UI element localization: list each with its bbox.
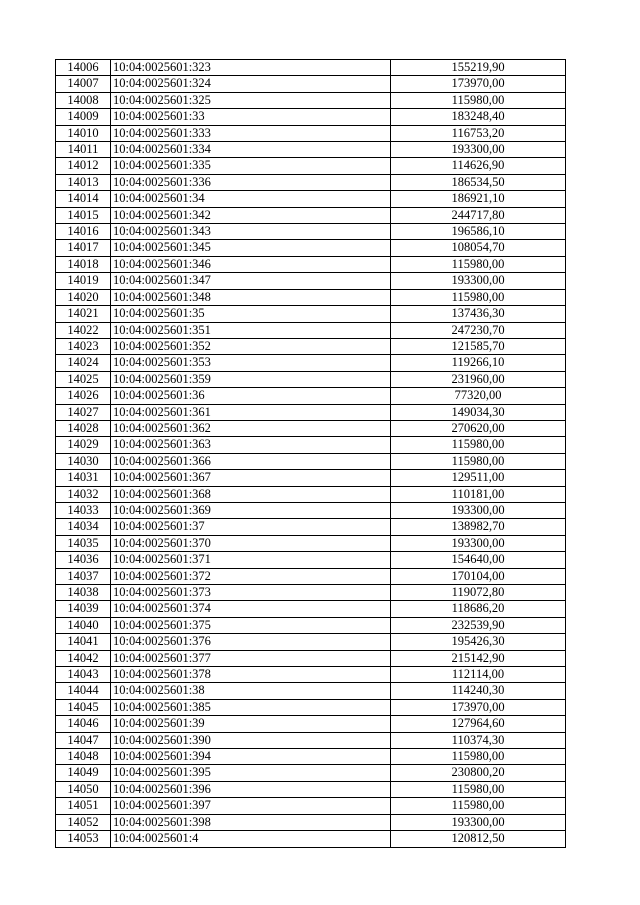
table-row [56,388,566,404]
table-row [56,749,566,765]
cadastral-value-cell: 137436,30 [391,306,566,322]
cadastral-value-cell: 149034,30 [391,404,566,420]
row-number-cell: 14017 [56,240,111,256]
cadastral-number-cell: 10:04:0025601:345 [111,240,391,256]
table-row [56,699,566,715]
row-number-cell: 14030 [56,453,111,469]
cadastral-value-cell: 115980,00 [391,289,566,305]
row-number-cell: 14016 [56,224,111,240]
row-number-cell: 14031 [56,470,111,486]
row-number-cell: 14029 [56,437,111,453]
row-number-cell: 14008 [56,92,111,108]
row-number-cell: 14010 [56,125,111,141]
cadastral-number-cell: 10:04:0025601:375 [111,617,391,633]
cadastral-number-cell: 10:04:0025601:370 [111,535,391,551]
row-number-cell: 14025 [56,371,111,387]
cadastral-value-cell: 230800,20 [391,765,566,781]
cadastral-value-cell: 116753,20 [391,125,566,141]
table-row [56,716,566,732]
cadastral-number-cell: 10:04:0025601:372 [111,568,391,584]
cadastral-value-cell: 155219,90 [391,60,566,76]
cadastral-value-cell: 115980,00 [391,437,566,453]
row-number-cell: 14015 [56,207,111,223]
table-row [56,191,566,207]
cadastral-number-cell: 10:04:0025601:373 [111,585,391,601]
cadastral-value-cell: 115980,00 [391,92,566,108]
cadastral-number-cell: 10:04:0025601:366 [111,453,391,469]
cadastral-number-cell: 10:04:0025601:371 [111,552,391,568]
table-row [56,732,566,748]
cadastral-number-cell: 10:04:0025601:390 [111,732,391,748]
cadastral-value-cell: 244717,80 [391,207,566,223]
cadastral-value-cell: 118686,20 [391,601,566,617]
cadastral-number-cell: 10:04:0025601:336 [111,174,391,190]
row-number-cell: 14028 [56,420,111,436]
table-row [56,240,566,256]
table-row [56,617,566,633]
row-number-cell: 14024 [56,355,111,371]
cadastral-number-cell: 10:04:0025601:343 [111,224,391,240]
table-row [56,125,566,141]
table-row [56,683,566,699]
row-number-cell: 14020 [56,289,111,305]
cadastral-number-cell: 10:04:0025601:374 [111,601,391,617]
row-number-cell: 14053 [56,831,111,847]
table-row [56,92,566,108]
cadastral-number-cell: 10:04:0025601:361 [111,404,391,420]
cadastral-value-cell: 186921,10 [391,191,566,207]
cadastral-number-cell: 10:04:0025601:33 [111,109,391,125]
cadastral-value-cell: 231960,00 [391,371,566,387]
cadastral-value-cell: 232539,90 [391,617,566,633]
cadastral-number-cell: 10:04:0025601:342 [111,207,391,223]
table-row [56,109,566,125]
table-row [56,60,566,76]
cadastral-value-cell: 121585,70 [391,338,566,354]
row-number-cell: 14022 [56,322,111,338]
cadastral-number-cell: 10:04:0025601:38 [111,683,391,699]
row-number-cell: 14046 [56,716,111,732]
row-number-cell: 14052 [56,814,111,830]
cadastral-number-cell: 10:04:0025601:353 [111,355,391,371]
row-number-cell: 14027 [56,404,111,420]
table-row [56,814,566,830]
table-row [56,486,566,502]
row-number-cell: 14042 [56,650,111,666]
table-row [56,470,566,486]
cadastral-number-cell: 10:04:0025601:334 [111,142,391,158]
cadastral-number-cell: 10:04:0025601:351 [111,322,391,338]
cadastral-value-cell: 138982,70 [391,519,566,535]
cadastral-number-cell: 10:04:0025601:397 [111,798,391,814]
table-row [56,273,566,289]
row-number-cell: 14006 [56,60,111,76]
cadastral-number-cell: 10:04:0025601:323 [111,60,391,76]
cadastral-number-cell: 10:04:0025601:35 [111,306,391,322]
table-row [56,437,566,453]
table-row [56,158,566,174]
row-number-cell: 14035 [56,535,111,551]
row-number-cell: 14045 [56,699,111,715]
row-number-cell: 14014 [56,191,111,207]
row-number-cell: 14051 [56,798,111,814]
table-row [56,371,566,387]
table-row [56,585,566,601]
row-number-cell: 14009 [56,109,111,125]
cadastral-number-cell: 10:04:0025601:359 [111,371,391,387]
cadastral-value-cell: 193300,00 [391,535,566,551]
row-number-cell: 14039 [56,601,111,617]
cadastral-number-cell: 10:04:0025601:376 [111,634,391,650]
cadastral-value-cell: 112114,00 [391,667,566,683]
table-row [56,322,566,338]
table-row [56,831,566,847]
cadastral-value-cell: 193300,00 [391,814,566,830]
table-row [56,224,566,240]
cadastral-value-cell: 115980,00 [391,256,566,272]
cadastral-number-cell: 10:04:0025601:368 [111,486,391,502]
cadastral-number-cell: 10:04:0025601:362 [111,420,391,436]
cadastral-value-cell: 215142,90 [391,650,566,666]
row-number-cell: 14019 [56,273,111,289]
row-number-cell: 14012 [56,158,111,174]
cadastral-number-cell: 10:04:0025601:398 [111,814,391,830]
row-number-cell: 14040 [56,617,111,633]
cadastral-value-cell: 154640,00 [391,552,566,568]
cadastral-number-cell: 10:04:0025601:39 [111,716,391,732]
table-row [56,420,566,436]
cadastral-number-cell: 10:04:0025601:378 [111,667,391,683]
cadastral-value-cell: 77320,00 [391,388,566,404]
row-number-cell: 14049 [56,765,111,781]
row-number-cell: 14033 [56,502,111,518]
table-row [56,256,566,272]
row-number-cell: 14044 [56,683,111,699]
cadastral-number-cell: 10:04:0025601:346 [111,256,391,272]
cadastral-number-cell: 10:04:0025601:37 [111,519,391,535]
cadastral-value-cell: 127964,60 [391,716,566,732]
cadastral-value-cell: 173970,00 [391,76,566,92]
table-row [56,404,566,420]
cadastral-number-cell: 10:04:0025601:363 [111,437,391,453]
table-row [56,601,566,617]
table-row [56,453,566,469]
table-row [56,519,566,535]
cadastral-value-cell: 193300,00 [391,142,566,158]
cadastral-number-cell: 10:04:0025601:367 [111,470,391,486]
row-number-cell: 14021 [56,306,111,322]
cadastral-value-cell: 196586,10 [391,224,566,240]
table-row [56,552,566,568]
table-row [56,76,566,92]
cadastral-value-cell: 170104,00 [391,568,566,584]
cadastral-number-cell: 10:04:0025601:4 [111,831,391,847]
cadastral-number-cell: 10:04:0025601:324 [111,76,391,92]
cadastral-value-cell: 119072,80 [391,585,566,601]
cadastral-value-cell: 247230,70 [391,322,566,338]
cadastral-value-cell: 186534,50 [391,174,566,190]
cadastral-value-cell: 193300,00 [391,273,566,289]
cadastral-number-cell: 10:04:0025601:395 [111,765,391,781]
table-row [56,535,566,551]
row-number-cell: 14032 [56,486,111,502]
cadastral-value-cell: 193300,00 [391,502,566,518]
table-row [56,142,566,158]
row-number-cell: 14048 [56,749,111,765]
cadastral-value-cell: 110374,30 [391,732,566,748]
cadastral-value-cell: 270620,00 [391,420,566,436]
table-row [56,207,566,223]
table-row [56,502,566,518]
cadastral-value-cell: 115980,00 [391,798,566,814]
cadastral-number-cell: 10:04:0025601:352 [111,338,391,354]
row-number-cell: 14007 [56,76,111,92]
row-number-cell: 14041 [56,634,111,650]
cadastral-number-cell: 10:04:0025601:394 [111,749,391,765]
table-row [56,781,566,797]
cadastral-value-cell: 120812,50 [391,831,566,847]
cadastral-number-cell: 10:04:0025601:396 [111,781,391,797]
row-number-cell: 14036 [56,552,111,568]
row-number-cell: 14034 [56,519,111,535]
cadastral-value-table-wrapper [55,59,566,848]
cadastral-value-cell: 115980,00 [391,781,566,797]
row-number-cell: 14011 [56,142,111,158]
cadastral-value-cell: 115980,00 [391,453,566,469]
row-number-cell: 14043 [56,667,111,683]
row-number-cell: 14026 [56,388,111,404]
cadastral-number-cell: 10:04:0025601:36 [111,388,391,404]
cadastral-value-cell: 129511,00 [391,470,566,486]
cadastral-value-cell: 195426,30 [391,634,566,650]
cadastral-number-cell: 10:04:0025601:347 [111,273,391,289]
cadastral-number-cell: 10:04:0025601:348 [111,289,391,305]
cadastral-number-cell: 10:04:0025601:335 [111,158,391,174]
table-row [56,338,566,354]
table-row [56,634,566,650]
table-row [56,568,566,584]
table-row [56,765,566,781]
table-row [56,798,566,814]
row-number-cell: 14047 [56,732,111,748]
cadastral-value-cell: 114240,30 [391,683,566,699]
row-number-cell: 14037 [56,568,111,584]
table-row [56,174,566,190]
cadastral-value-cell: 110181,00 [391,486,566,502]
cadastral-number-cell: 10:04:0025601:385 [111,699,391,715]
table-row [56,650,566,666]
cadastral-number-cell: 10:04:0025601:325 [111,92,391,108]
cadastral-value-cell: 183248,40 [391,109,566,125]
row-number-cell: 14050 [56,781,111,797]
cadastral-number-cell: 10:04:0025601:34 [111,191,391,207]
table-row [56,306,566,322]
row-number-cell: 14038 [56,585,111,601]
cadastral-value-table [55,59,566,848]
cadastral-value-cell: 115980,00 [391,749,566,765]
row-number-cell: 14023 [56,338,111,354]
cadastral-value-cell: 173970,00 [391,699,566,715]
cadastral-number-cell: 10:04:0025601:369 [111,502,391,518]
row-number-cell: 14018 [56,256,111,272]
row-number-cell: 14013 [56,174,111,190]
cadastral-value-cell: 108054,70 [391,240,566,256]
cadastral-number-cell: 10:04:0025601:377 [111,650,391,666]
table-row [56,667,566,683]
table-row [56,289,566,305]
table-row [56,355,566,371]
table-body [56,60,566,848]
cadastral-value-cell: 119266,10 [391,355,566,371]
cadastral-value-cell: 114626,90 [391,158,566,174]
cadastral-number-cell: 10:04:0025601:333 [111,125,391,141]
